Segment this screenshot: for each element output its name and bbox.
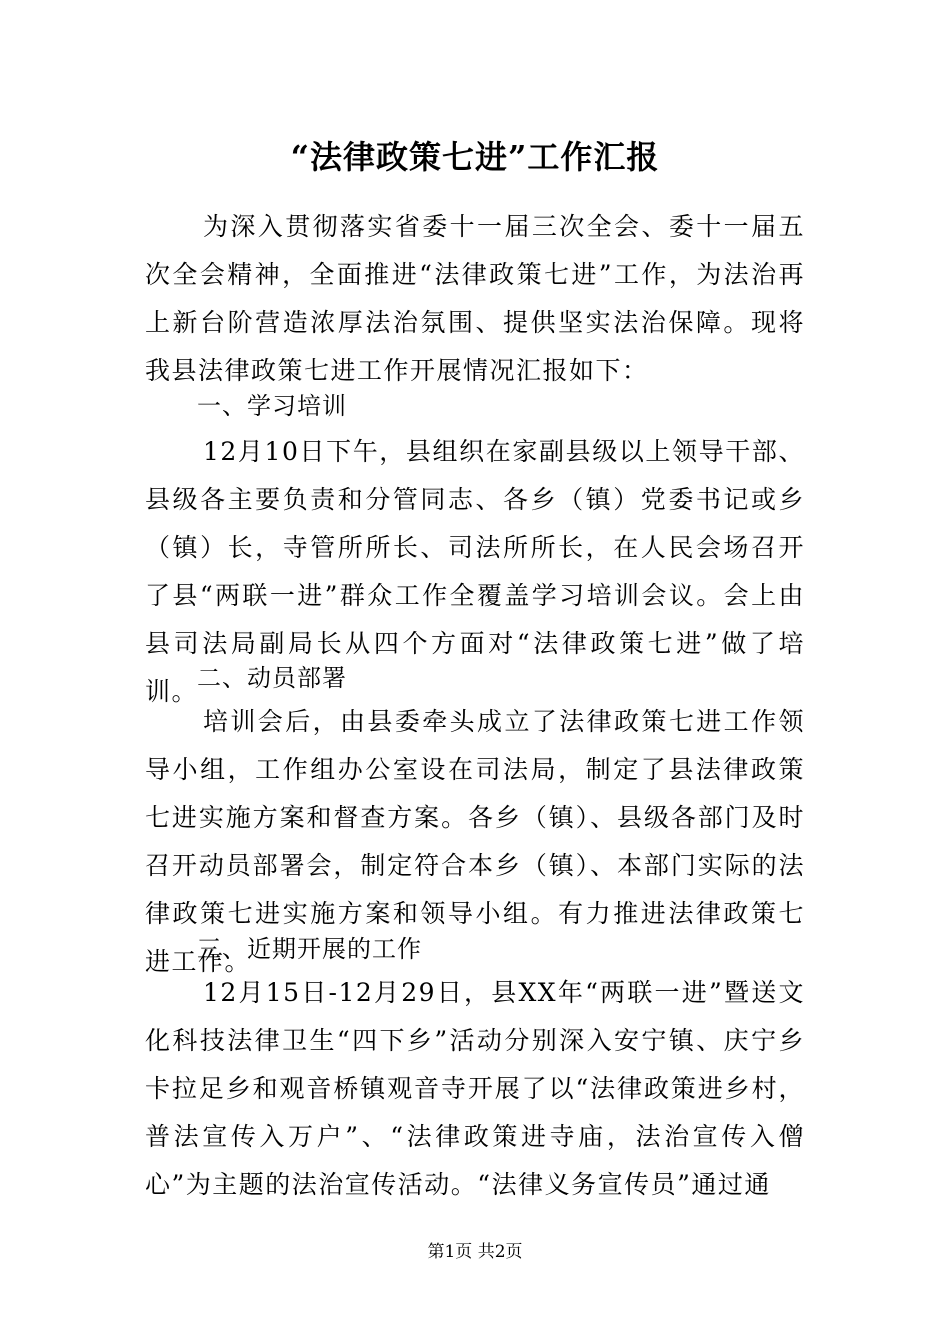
section-heading-3: 三、近期开展的工作 (197, 935, 422, 963)
page-number-footer: 第1页 共2页 (427, 1242, 523, 1262)
section-heading-1: 一、学习培训 (197, 392, 347, 420)
section-heading-2: 二、动员部署 (197, 664, 347, 692)
section-body-1: 12月10日下午，县组织在家副县级以上领导干部、县级各主要负责和分管同志、各乡（镇）党委书记或乡（镇）长，寺管所所长、司法所所长，在人民会场召开了县“两联一进”群众工作全覆盖学习培训会议。会上由县司法局副局长从四个方面对“法律政策七进”做了培训。 (145, 437, 805, 706)
document-title: “法律政策七进”工作汇报 (290, 138, 660, 176)
section-body-3: 12月15日-12月29日，县XX年“两联一进”暨送文化科技法律卫生“四下乡”活动分别深入安宁镇、庆宁乡卡拉足乡和观音桥镇观音寺开展了以“法律政策进乡村，普法宣传入万户”、“法律政策进寺庙，法治宣传入僧心”为主题的法治宣传活动。“法律义务宣传员”通过通 (145, 978, 805, 1199)
intro-paragraph: 为深入贯彻落实省委十一届三次全会、委十一届五次全会精神，全面推进“法律政策七进”工作，为法治再上新台阶营造浓厚法治氛围、提供坚实法治保障。现将我县法律政策七进工作开展情况汇报如下： (145, 212, 805, 385)
section-body-2: 培训会后，由县委牵头成立了法律政策七进工作领导小组，工作组办公室设在司法局，制定了县法律政策七进实施方案和督查方案。各乡（镇）、县级各部门及时召开动员部署会，制定符合本乡（镇）、本部门实际的法律政策七进实施方案和领导小组。有力推进法律政策七进工作。 (145, 707, 805, 976)
